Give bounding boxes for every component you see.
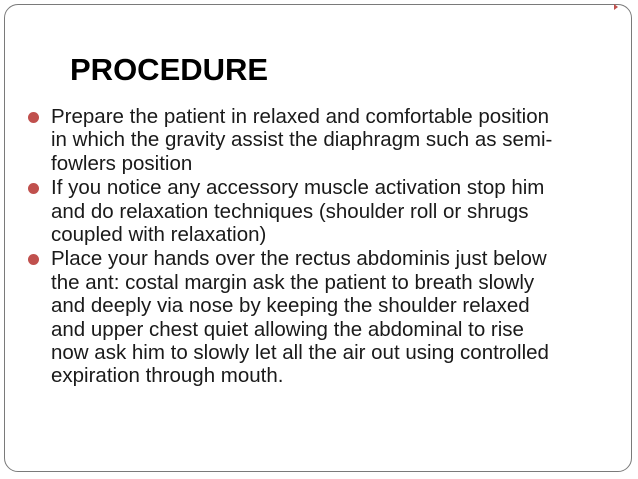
bullet-dot-icon — [28, 112, 39, 123]
slide-title: PROCEDURE — [70, 52, 269, 87]
bullet-text-line: Place your hands over the rectus abdominis just below — [51, 247, 547, 271]
bullet-text-line: If you notice any accessory muscle activation stop him — [51, 176, 545, 200]
bullet-text-line: and upper chest quiet allowing the abdominal to rise — [51, 317, 524, 341]
bullet-text-line: expiration through mouth. — [51, 364, 284, 388]
bullet-dot-icon — [28, 183, 39, 194]
bullet-item — [0, 176, 580, 246]
bullet-text-line: the ant: costal margin ask the patient to breath slowly — [51, 270, 535, 294]
bullet-item — [0, 105, 580, 175]
bullet-text-line: fowlers position — [51, 151, 193, 175]
bullet-text-line: Prepare the patient in relaxed and comfortable position — [51, 105, 550, 128]
bullet-text-line: and do relaxation techniques (shoulder roll or shrugs — [51, 199, 529, 223]
bullet-text-line: and deeply via nose by keeping the shoulder relaxed — [51, 294, 530, 318]
corner-accent-mark — [614, 4, 618, 10]
bullet-text-line: now ask him to slowly let all the air out using controlled — [51, 341, 549, 365]
bullet-text-line: in which the gravity assist the diaphragm such as semi- — [51, 128, 553, 152]
bullet-item — [0, 247, 580, 387]
bullet-dot-icon — [28, 254, 39, 265]
bullet-list — [0, 105, 638, 389]
bullet-text-line: coupled with relaxation) — [51, 223, 267, 247]
